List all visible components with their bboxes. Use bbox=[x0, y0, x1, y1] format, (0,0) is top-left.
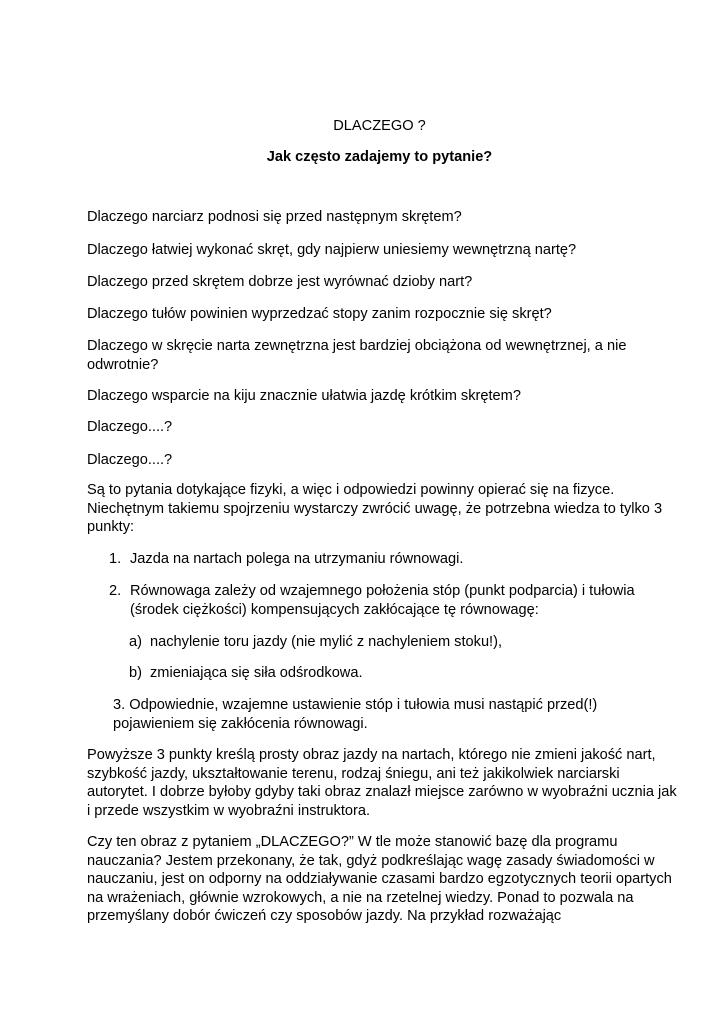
list-item-3: 3. Odpowiednie, wzajemne ustawienie stóp i tułowia musi nastąpić przed(!) pojawieniem się zakłócenia równowagi. bbox=[113, 697, 598, 732]
paragraph-1: Powyższe 3 punkty kreślą prosty obraz jazdy na nartach, którego nie zmieni jakość nart, szybkość jazdy, ukształtowanie terenu, rodzaj śniegu, ani też jakikolwiek narciarski autorytet. I dobrze byłoby gdyby taki obraz znalazł miejsce zarówno w wyobraźni ucznia jak i przede wszystkim w wyobraźni instruktora. bbox=[87, 747, 677, 819]
sublist-marker: b) bbox=[129, 665, 142, 681]
question-6: Dlaczego wsparcie na kiju znacznie ułatwia jazdę krótkim skrętem? bbox=[87, 388, 521, 404]
question-4: Dlaczego tułów powinien wyprzedzać stopy zanim rozpocznie się skręt? bbox=[87, 306, 552, 322]
list-marker: 1. bbox=[109, 551, 122, 567]
question-8: Dlaczego....? bbox=[87, 452, 173, 468]
page-title: DLACZEGO ? bbox=[333, 118, 426, 134]
intro-paragraph: Są to pytania dotykające fizyki, a więc i odpowiedzi powinny opierać się na fizyce. Niechętnym takiemu spojrzeniu wystarczy zwrócić uwagę, że potrzebna wiedza to tylko 3 punkty: bbox=[87, 482, 663, 536]
paragraph-2: Czy ten obraz z pytaniem „DLACZEGO?” W tle może stanowić bazę dla programu nauczania? Jestem przekonany, że tak, gdyż podkreślając wagę zasady świadomości w nauczaniu, jest on odporny na oddziaływanie czasami bardzo egzotycznych teorii opartych na wrażeniach, głównie wzrokowych, a nie na rzetelnej wiedzy. Ponad to pozwala na przemyślany dobór ćwiczeń czy sposobów jazdy. Na przykład rozważając bbox=[87, 834, 672, 925]
list-item-text: Jazda na nartach polega na utrzymaniu równowagi. bbox=[130, 551, 464, 567]
sublist-item-text: nachylenie toru jazdy (nie mylić z nachyleniem stoku!), bbox=[150, 634, 503, 650]
list-item-text: Równowaga zależy od wzajemnego położenia stóp (punkt podparcia) i tułowia (środek ciężkości) kompensujących zakłócające tę równowagę: bbox=[130, 583, 635, 618]
list-marker: 2. bbox=[109, 583, 122, 599]
question-5: Dlaczego w skręcie narta zewnętrzna jest bardziej obciążona od wewnętrznej, a nie odwrotnie? bbox=[87, 338, 627, 373]
question-7: Dlaczego....? bbox=[87, 419, 173, 435]
question-2: Dlaczego łatwiej wykonać skręt, gdy najpierw uniesiemy wewnętrzną nartę? bbox=[87, 242, 577, 258]
page-subtitle: Jak często zadajemy to pytanie? bbox=[266, 149, 493, 165]
question-1: Dlaczego narciarz podnosi się przed następnym skrętem? bbox=[87, 209, 462, 225]
sublist-item-text: zmieniająca się siła odśrodkowa. bbox=[150, 665, 363, 681]
sublist-marker: a) bbox=[129, 634, 142, 650]
question-3: Dlaczego przed skrętem dobrze jest wyrównać dzioby nart? bbox=[87, 274, 473, 290]
